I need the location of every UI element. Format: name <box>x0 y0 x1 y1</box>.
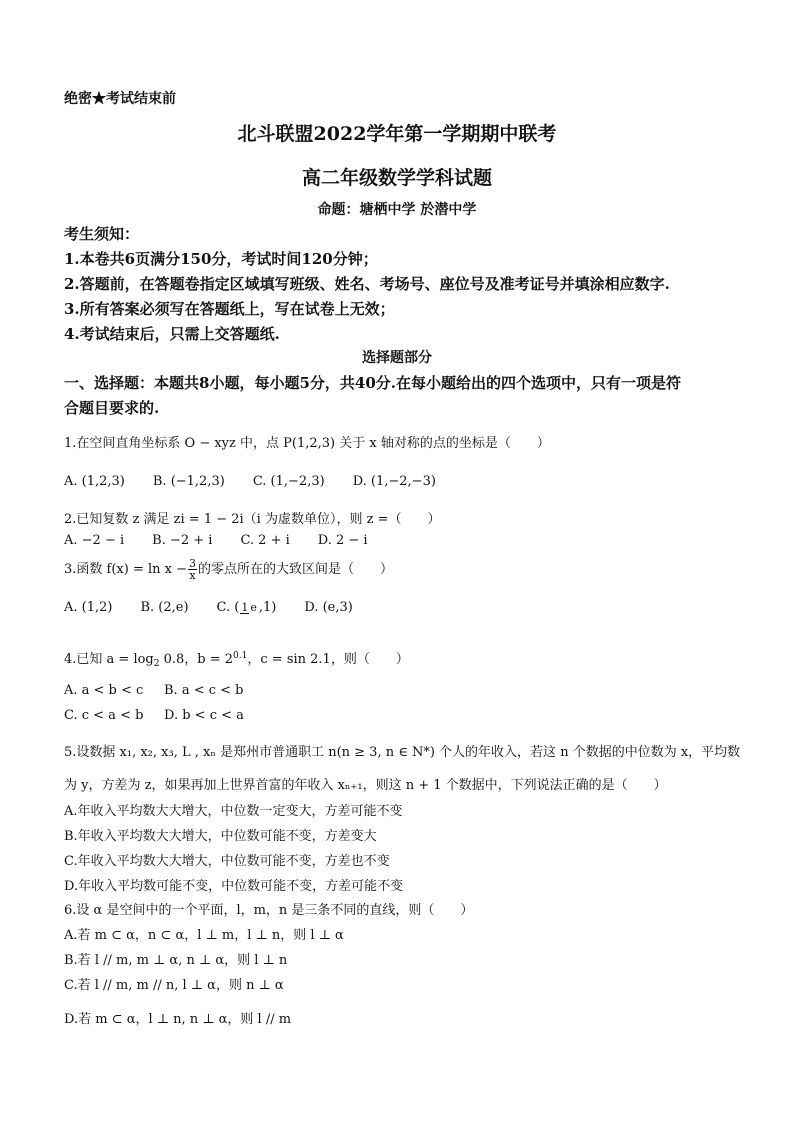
question-3-options <box>64 600 353 615</box>
question-4-stem-mid: 0.8，b = 2 <box>159 652 234 667</box>
question-6-option-b: B.若 l // m, m ⊥ α, n ⊥ α，则 l ⊥ n <box>64 953 288 968</box>
question-6-option-c: C.若 l // m, m // n, l ⊥ α，则 n ⊥ α <box>64 978 284 993</box>
question-3-fraction <box>188 558 197 581</box>
question-3-option-a: A. (1,2) <box>64 600 113 615</box>
notice-item-3: 3.所有答案必须写在答题纸上，写在试卷上无效； <box>64 300 395 318</box>
question-2-option-d: D. 2 − i <box>317 533 368 548</box>
log-base: 2 <box>153 659 160 669</box>
question-5-option-b: B.年收入平均数大大增大，中位数可能不变，方差变大 <box>64 829 377 844</box>
question-1-option-b: B. (−1,2,3) <box>152 474 225 489</box>
notice-heading: 考生须知： <box>64 225 140 243</box>
section-instruction-line1: 一、选择题：本题共8小题，每小题5分，共40分.在每小题给出的四个选项中，只有一项是符 <box>64 374 681 392</box>
question-3-stem-prefix: 3.函数 f(x) = ln x − <box>64 562 187 577</box>
question-1-stem: 1.在空间直角坐标系 O − xyz 中，点 P(1,2,3) 关于 x 轴对称的点的坐标是（ ） <box>64 436 550 451</box>
question-6-option-d: D.若 m ⊂ α，l ⊥ n, n ⊥ α，则 l // m <box>64 1012 292 1027</box>
question-5-option-d: D.年收入平均数可能不变，中位数可能不变，方差可能不变 <box>64 879 404 894</box>
question-1-options <box>64 474 436 489</box>
question-6-stem: 6.设 α 是空间中的一个平面，l，m，n 是三条不同的直线，则（ ） <box>64 903 474 918</box>
question-5-line2: 为 y，方差为 z，如果再加上世界首富的年收入 xₙ₊₁，则这 n + 1 个数据中，下列说法正确的是（ ） <box>64 778 667 793</box>
question-4-options-row1 <box>64 683 244 698</box>
question-3-stem-suffix: 的零点所在的大致区间是（ ） <box>198 562 394 577</box>
section-instruction-line2: 合题目要求的. <box>64 399 160 417</box>
question-2-option-a: A. −2 − i <box>64 533 125 548</box>
option-c-suffix: ,1) <box>258 600 277 615</box>
question-5-option-c: C.年收入平均数大大增大，中位数可能不变，方差也不变 <box>64 854 390 869</box>
question-2-stem: 2.已知复数 z 满足 zi = 1 − 2i（i 为虚数单位），则 z =（ ） <box>64 512 441 527</box>
confidential-label: 绝密★考试结束前 <box>64 91 176 107</box>
exam-subtitle: 高二年级数学学科试题 <box>301 167 492 189</box>
question-4-stem-prefix: 4.已知 a = log <box>64 652 154 667</box>
question-5-option-a: A.年收入平均数大大增大，中位数一定变大，方差可能不变 <box>64 804 403 819</box>
exam-title: 北斗联盟2022学年第一学期期中联考 <box>237 123 557 145</box>
question-6-option-a: A.若 m ⊂ α，n ⊂ α，l ⊥ m，l ⊥ n，则 l ⊥ α <box>64 928 344 943</box>
notice-item-1: 1.本卷共6页满分150分，考试时间120分钟； <box>64 250 378 268</box>
fraction-denominator: e <box>250 600 257 614</box>
exponent: 0.1 <box>233 651 248 661</box>
question-3-option-c <box>217 600 277 615</box>
question-3-stem <box>64 558 393 581</box>
question-2-option-b: B. −2 + i <box>152 533 213 548</box>
question-4-option-d: D. b < c < a <box>164 708 244 723</box>
question-1-option-d: D. (1,−2,−3) <box>352 474 436 489</box>
question-2-option-c: C. 2 + i <box>240 533 290 548</box>
question-4-stem <box>64 648 409 669</box>
fraction-numerator: 1 <box>241 600 249 614</box>
question-3-option-d: D. (e,3) <box>304 600 353 615</box>
question-5-line1: 5.设数据 x₁, x₂, x₃, L , xₙ 是郑州市普通职工 n(n ≥ 3, n ∈ N*) 个人的年收入，若这 n 个数据的中位数为 x，平均数 <box>64 745 741 760</box>
question-1-option-a: A. (1,2,3) <box>64 474 125 489</box>
question-1-option-c: C. (1,−2,3) <box>252 474 325 489</box>
exam-authors: 命题：塘栖中学 於潜中学 <box>317 202 477 218</box>
question-3-option-b: B. (2,e) <box>140 600 189 615</box>
notice-item-4: 4.考试结束后，只需上交答题纸. <box>64 325 280 343</box>
question-2-options <box>64 533 368 548</box>
fraction-denominator: x <box>189 569 196 582</box>
option-c-prefix: C. ( <box>216 600 240 615</box>
question-4-options-row2 <box>64 708 244 723</box>
question-4-stem-suffix: ，c = sin 2.1，则（ ） <box>247 652 409 667</box>
option-c-fraction <box>240 602 258 614</box>
question-4-option-b: B. a < c < b <box>164 683 244 698</box>
notice-item-2: 2.答题前，在答题卷指定区域填写班级、姓名、考场号、座位号及准考证号并填涂相应数字. <box>64 275 670 293</box>
fraction-numerator: 3 <box>189 557 196 570</box>
question-4-option-c: C. c < a < b <box>64 708 144 723</box>
question-4-option-a: A. a < b < c <box>64 683 144 698</box>
part-title: 选择题部分 <box>362 350 432 366</box>
